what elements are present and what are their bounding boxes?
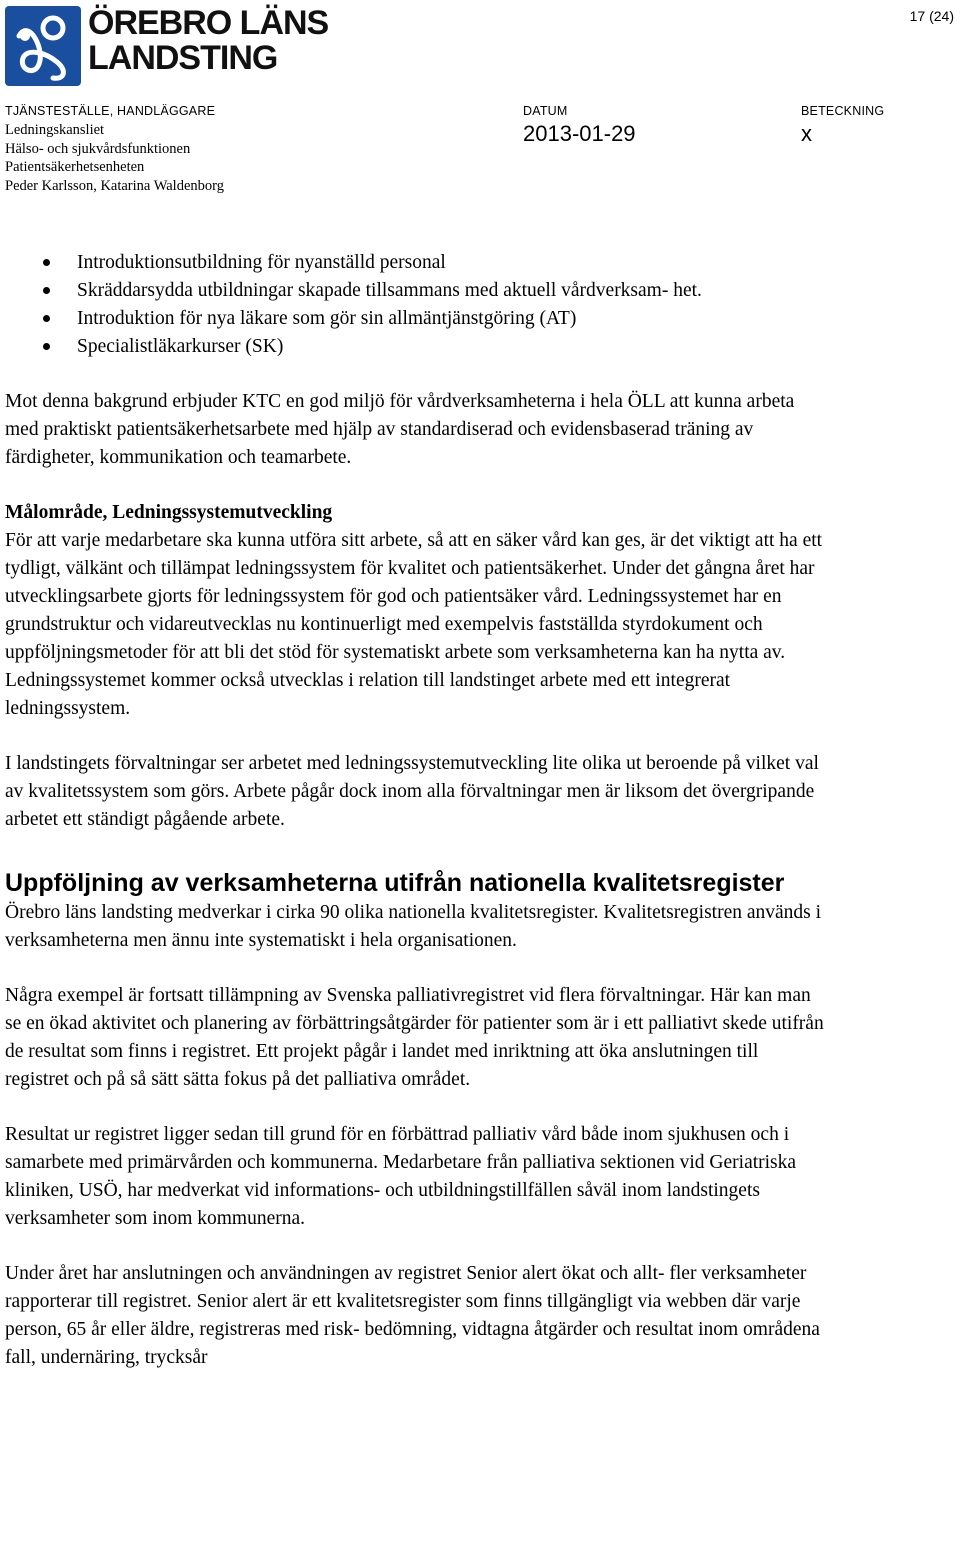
section-heading-kvalitetsregister: Uppföljning av verksamheterna utifrån nationella kvalitetsregister: [5, 869, 785, 897]
organization-name: [88, 6, 328, 76]
sender-label: TJÄNSTESTÄLLE, HANDLÄGGARE: [5, 104, 216, 118]
training-bullet-list: [5, 249, 827, 361]
document-body: [5, 249, 827, 1372]
subheading-ledningssystem: Målområde, Ledningssystemutveckling: [5, 502, 333, 523]
spacer: [5, 472, 827, 499]
paragraph-ktc: Mot denna bakgrund erbjuder KTC en god miljö för vårdverksamheterna i hela ÖLL att kunna arbeta med praktiskt patientsäkerhetsarbete med hjälp av standardiserad och evidensbaserad träning av färdigheter, kommunikation och teamarbete.: [5, 391, 795, 468]
paragraph-register-2: Några exempel är fortsatt tillämpning av Svenska palliativregistret vid flera förvaltningar. Här kan man se en ökad aktivitet och planering av förbättringsåtgärder för patienter som är i ett palliativt skede utifrån de resultat som finns i registret. Ett projekt pågår i landet med inriktning att öka anslutningen till registret och på så sätt sätta fokus på det palliativa området.: [5, 985, 824, 1090]
date-label: DATUM: [523, 104, 568, 118]
sender-line-handlers: Peder Karlsson, Katarina Waldenborg: [5, 177, 224, 194]
spacer: [5, 834, 827, 867]
sender-block: [5, 121, 224, 195]
list-item: Specialistläkarkurser (SK): [5, 333, 827, 361]
date-value: 2013-01-29: [523, 121, 636, 146]
paragraph-ledningssystem-2: I landstingets förvaltningar ser arbetet med ledningssystemutveckling lite olika ut beroende på vilket val av kvalitetssystem som görs. Arbete pågår dock inom alla förvaltningar men är liksom det övergripande arbetet ett ständigt pågående arbete.: [5, 753, 819, 830]
spacer: [5, 1233, 827, 1260]
paragraph-ledningssystem-1: För att varje medarbetare ska kunna utföra sitt arbete, så att en säker vård kan ges, är det viktigt att ha ett tydligt, välkänt och tillämpat ledningssystem för kvalitet och patientsäkerhet. Under det gångna året har utvecklingsarbete gjorts för ledningssystem för god och patientsäker vård. Ledningssystemet har en grundstruktur och vidareutvecklas nu kontinuerligt med exempelvis fastställda styrdokument och uppföljningsmetoder för att bli det stöd för systematiskt arbete som verksamheterna kan ha nytta av. Ledningssystemet kommer också utvecklas i relation till landstinget arbete med ett integrerat ledningssystem.: [5, 530, 823, 719]
paragraph-register-1: Örebro läns landsting medverkar i cirka 90 olika nationella kvalitetsregister. Kvalitetsregistren används i verksamheterna men ännu inte systematiskt i hela organisationen.: [5, 902, 822, 951]
sender-line-department: Patientsäkerhetsenheten: [5, 159, 145, 175]
spacer: [5, 361, 827, 388]
paragraph-register-3: Resultat ur registret ligger sedan till grund för en förbättrad palliativ vård både inom sjukhusen och i samarbete med primärvården och kommunerna. Medarbetare från palliativa sektionen vid Geriatriska kliniken, USÖ, har medverkat vid informations- och utbildningstillfällen såväl inom landstingets verksamheter som inom kommunerna.: [5, 1124, 797, 1229]
sender-line-function: Hälso- och sjukvårdsfunktionen: [5, 140, 191, 157]
reference-label: BETECKNING: [801, 104, 885, 118]
list-item: Skräddarsydda utbildningar skapade tillsammans med aktuell vårdverksam- het.: [5, 277, 827, 305]
page-number: 17 (24): [909, 8, 954, 24]
spacer: [5, 1094, 827, 1121]
paragraph-register-4: Under året har anslutningen och användningen av registret Senior alert ökat och allt- fler verksamheter rapporterar till registret. Senior alert är ett kvalitetsregister som finns tillgängligt via webben där varje person, 65 år eller äldre, registreras med risk- bedömning, vidtagna åtgärder och resultat inom områdena fall, undernäring, trycksår: [5, 1263, 820, 1368]
organization-name-line-1: ÖREBRO LÄNS: [88, 4, 329, 42]
sender-line-unit: Ledningskansliet: [5, 122, 105, 138]
list-item: Introduktionsutbildning för nyanställd personal: [5, 249, 827, 277]
organization-name-line-2: LANDSTING: [88, 39, 278, 77]
landsting-logo-icon: [5, 6, 81, 86]
spacer: [5, 955, 827, 982]
reference-value: x: [801, 121, 812, 146]
spacer: [5, 723, 827, 750]
list-item: Introduktion för nya läkare som gör sin allmäntjänstgöring (AT): [5, 305, 827, 333]
